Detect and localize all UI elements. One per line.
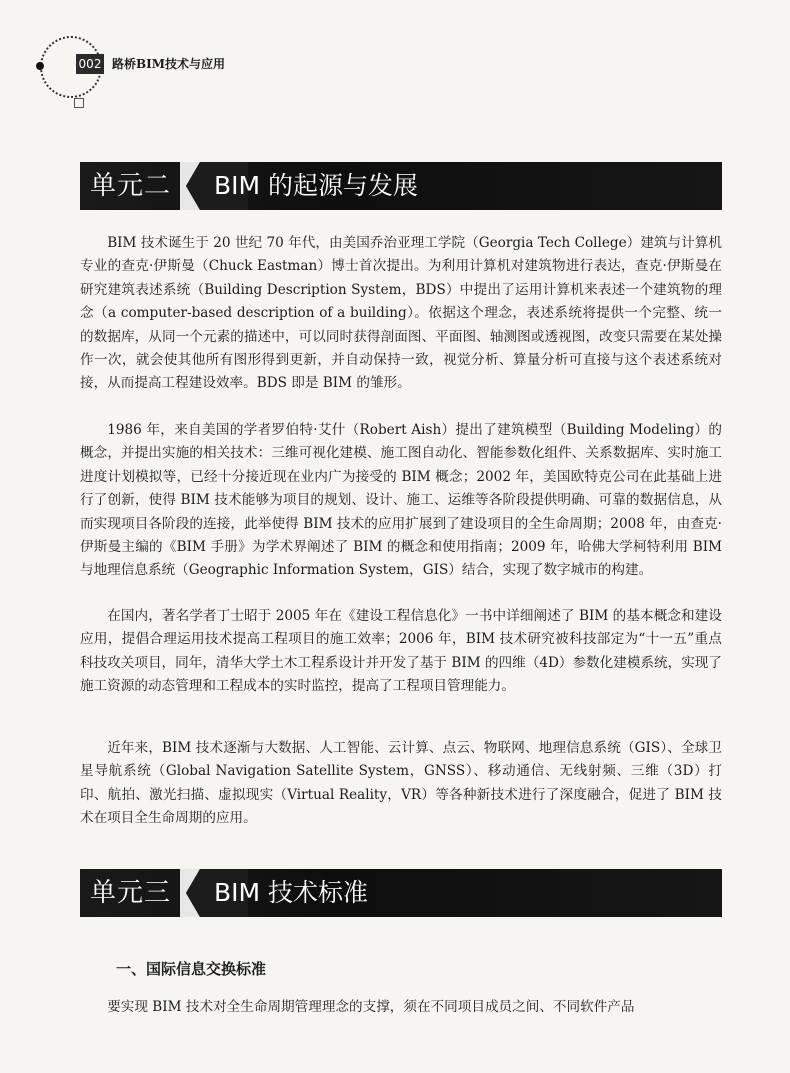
- paragraph-1: BIM 技术诞生于 20 世纪 70 年代，由美国乔治亚理工学院（Georgia Tech College）建筑与计算机专业的查克·伊斯曼（Chuck Eastman）博士首次提出。为利用计算机对建筑物进行表达，查克·伊斯曼在研究建筑表述系统（Building Description System，BDS）中提出了运用计算机来表述一个建筑物的理念（a computer-based description of a building）。依据这个理念，表述系统将提供一个完整、统一的数据库，从同一个元素的描述中，可以同时获得剖面图、平面图、轴测图或透视图，改变只需要在某处操作一次，就会使其他所有图形得到更新，并自动保持一致，视觉分析、算量分析可直接与这个表述系统对接，从而提高工程建设效率。BDS 即是 BIM 的雏形。: [80, 235, 722, 392]
- page-number: 002: [76, 54, 104, 74]
- unit-label: 单元二: [90, 171, 172, 201]
- paragraph-5: 要实现 BIM 技术对全生命周期管理理念的支撑，须在不同项目成员之间、不同软件产品: [107, 999, 635, 1015]
- unit-title: BIM 技术标准: [214, 878, 369, 907]
- unit-title: BIM 的起源与发展: [214, 171, 419, 200]
- paragraph-2: 1986 年，来自美国的学者罗伯特·艾什（Robert Aish）提出了建筑模型（Building Modeling）的概念，并提出实施的相关技术：三维可视化建模、施工图自动化、智能参数化组件、关系数据库、实时施工进度计划模拟等，已经十分接近现在业内广为接受的 BIM 概念；2002 年，美国欧特克公司在此基础上进行了创新，使得 BIM 技术能够为项目的规划、设计、施工、运维等各阶段提供明确、可靠的数据信息，从而实现项目各阶段的连接，此举使得 BIM 技术的应用扩展到了建设项目的全生命周期；2008 年，由查克·伊斯曼主编的《BIM 手册》为学术界阐述了 BIM 的概念和使用指南；2009 年，哈佛大学柯特利用 BIM 与地理信息系统（Geographic Information System，GIS）结合，实现了数字城市的构建。: [80, 422, 722, 579]
- unit-banner-3: [80, 869, 722, 917]
- bullet-dot-icon: [36, 62, 44, 70]
- page-header: [30, 36, 330, 96]
- paragraph-4: 近年来，BIM 技术逐渐与大数据、人工智能、云计算、点云、物联网、地理信息系统（GIS）、全球卫星导航系统（Global Navigation Satellite System，GNSS）、移动通信、无线射频、三维（3D）打印、航拍、激光扫描、虚拟现实（Virtual Reality，VR）等各种新技术进行了深度融合，促进了 BIM 技术在项目全生命周期的应用。: [80, 740, 722, 827]
- book-title: 路桥BIM技术与应用: [112, 57, 226, 71]
- section-heading: 一、国际信息交换标准: [116, 960, 267, 978]
- paragraph-3: 在国内，著名学者丁士昭于 2005 年在《建设工程信息化》一书中详细阐述了 BIM 的基本概念和建设应用，提倡合理运用技术提高工程项目的施工效率；2006 年，BIM 技术研究被科技部定为“十一五”重点科技攻关项目，同年，清华大学土木工程系设计并开发了基于 BIM 的四维（4D）参数化建模系统，实现了施工资源的动态管理和工程成本的实时监控，提高了工程项目管理能力。: [80, 608, 722, 695]
- unit-label: 单元三: [90, 878, 172, 908]
- decorative-square: [74, 98, 84, 108]
- unit-banner-2: [80, 162, 722, 210]
